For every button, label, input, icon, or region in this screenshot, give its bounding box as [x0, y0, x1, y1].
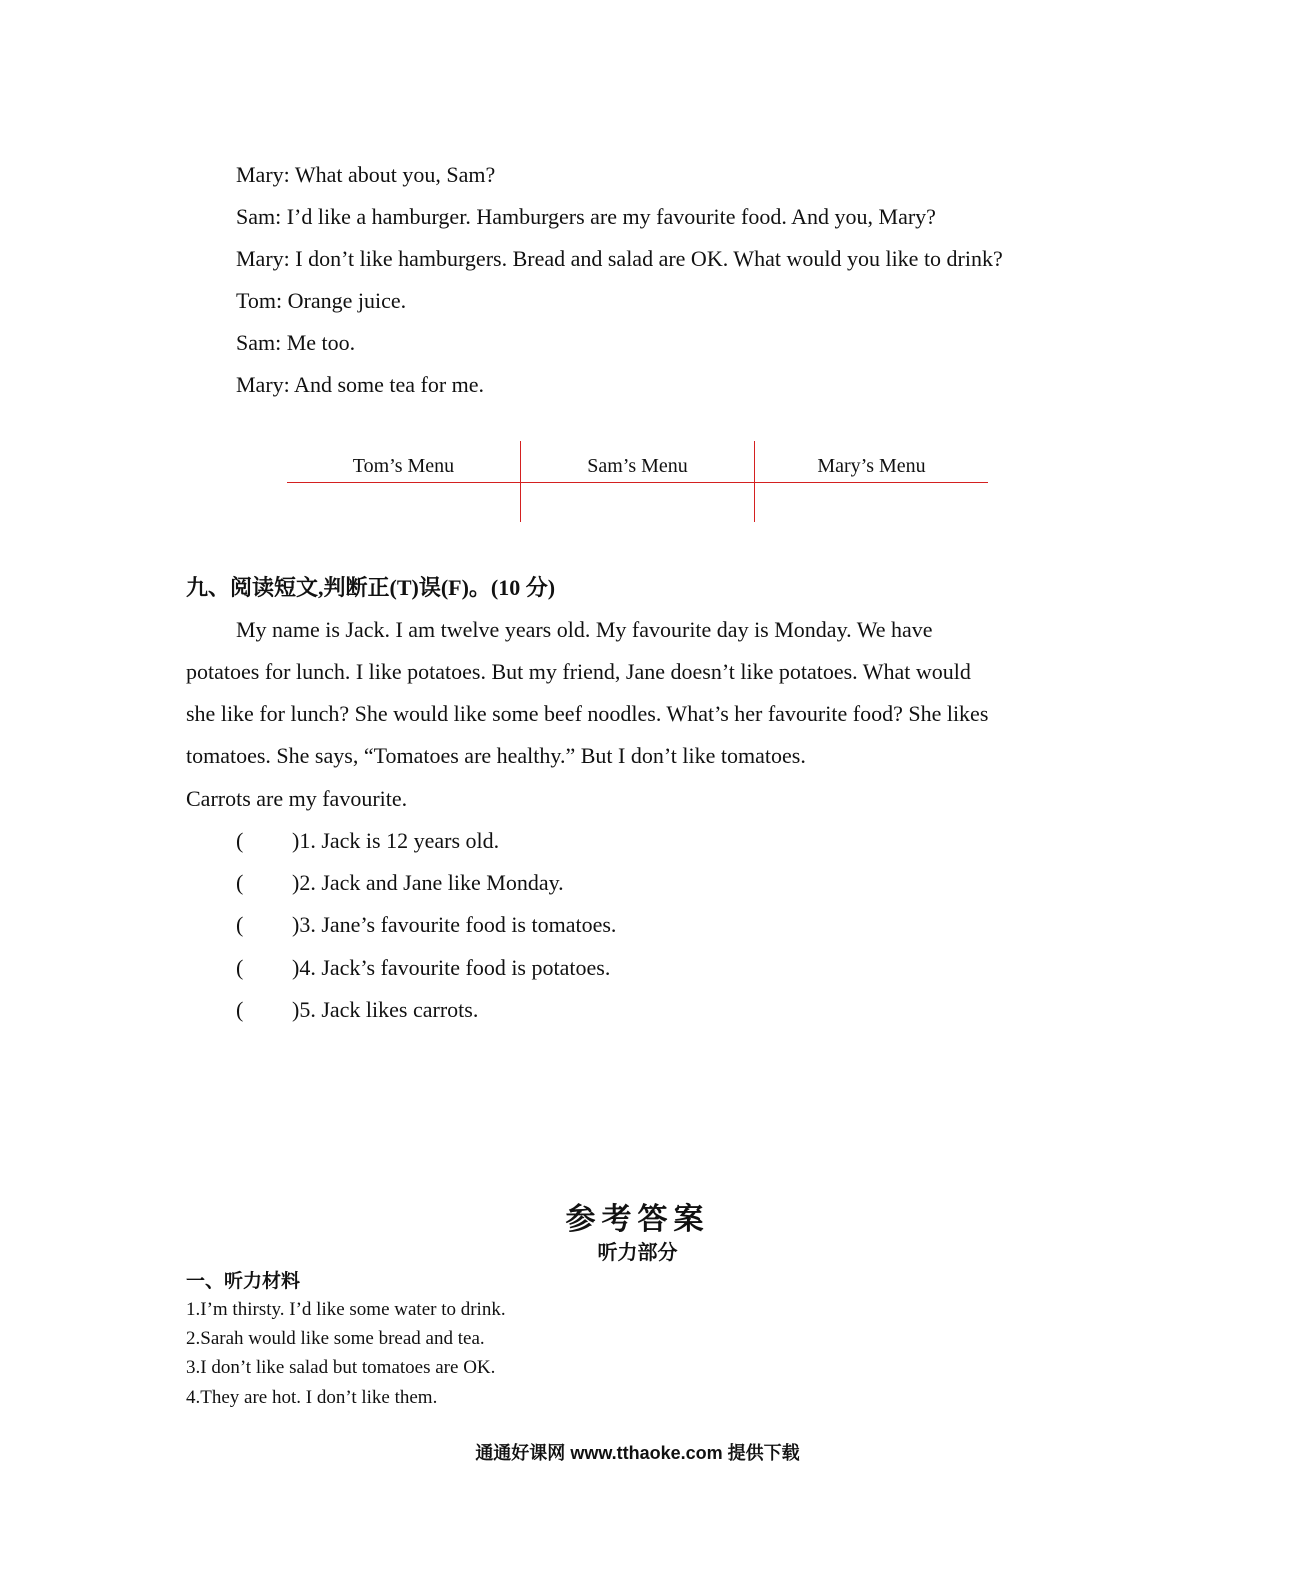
- table-header-sams-menu: Sam’s Menu: [587, 455, 688, 477]
- answer-key-subtitle: 听力部分: [597, 1242, 678, 1264]
- answer-key-title: 参考答案: [565, 1203, 710, 1236]
- table-header-toms-menu: Tom’s Menu: [352, 455, 455, 477]
- question-item: [236, 954, 610, 982]
- dialogue-line: Mary: What about you, Sam?: [236, 162, 496, 187]
- question-item: [236, 869, 564, 897]
- dialogue-line: Sam: I’d like a hamburger. Hamburgers are my favourite food. And you, Mary?: [236, 204, 936, 229]
- answer-blank[interactable]: (: [236, 997, 244, 1022]
- passage-line: tomatoes. She says, “Tomatoes are healthy.” But I don’t like tomatoes.: [186, 743, 806, 768]
- question-text: )5. Jack likes carrots.: [292, 997, 479, 1022]
- listening-line: 2.Sarah would like some bread and tea.: [186, 1328, 485, 1349]
- question-item: [236, 827, 499, 855]
- table-header-marys-menu: Mary’s Menu: [817, 455, 926, 477]
- question-text: )4. Jack’s favourite food is potatoes.: [292, 955, 611, 980]
- answer-blank[interactable]: (: [236, 912, 244, 937]
- dialogue-line: Tom: Orange juice.: [236, 288, 407, 313]
- passage-line: My name is Jack. I am twelve years old. My favourite day is Monday. We have: [236, 617, 933, 642]
- dialogue-line: Sam: Me too.: [236, 330, 356, 355]
- question-item: [236, 911, 616, 939]
- question-text: )1. Jack is 12 years old.: [292, 828, 500, 853]
- listening-line: 4.They are hot. I don’t like them.: [186, 1387, 438, 1408]
- answer-blank[interactable]: (: [236, 955, 244, 980]
- passage-line: potatoes for lunch. I like potatoes. But my friend, Jane doesn’t like potatoes. What would: [186, 659, 971, 684]
- answer-blank[interactable]: (: [236, 870, 244, 895]
- table-horizontal-rule: [287, 482, 988, 483]
- question-text: )3. Jane’s favourite food is tomatoes.: [292, 912, 617, 937]
- page-footer: 通通好课网 www.tthaoke.com 提供下载: [475, 1443, 800, 1463]
- section-heading: 九、阅读短文,判断正(T)误(F)。(10 分): [186, 575, 556, 600]
- question-text: )2. Jack and Jane like Monday.: [292, 870, 564, 895]
- question-item: [236, 996, 478, 1024]
- listening-line: 1.I’m thirsty. I’d like some water to drink.: [186, 1299, 506, 1320]
- passage-line: Carrots are my favourite.: [186, 786, 408, 811]
- listening-line: 3.I don’t like salad but tomatoes are OK.: [186, 1357, 496, 1378]
- menu-table: [287, 441, 988, 522]
- dialogue-line: Mary: I don’t like hamburgers. Bread and salad are OK. What would you like to drink?: [236, 246, 1003, 271]
- listening-material-heading: 一、听力材料: [186, 1271, 301, 1292]
- passage-line: she like for lunch? She would like some beef noodles. What’s her favourite food? She likes: [186, 701, 989, 726]
- dialogue-line: Mary: And some tea for me.: [236, 372, 485, 397]
- answer-blank[interactable]: (: [236, 828, 244, 853]
